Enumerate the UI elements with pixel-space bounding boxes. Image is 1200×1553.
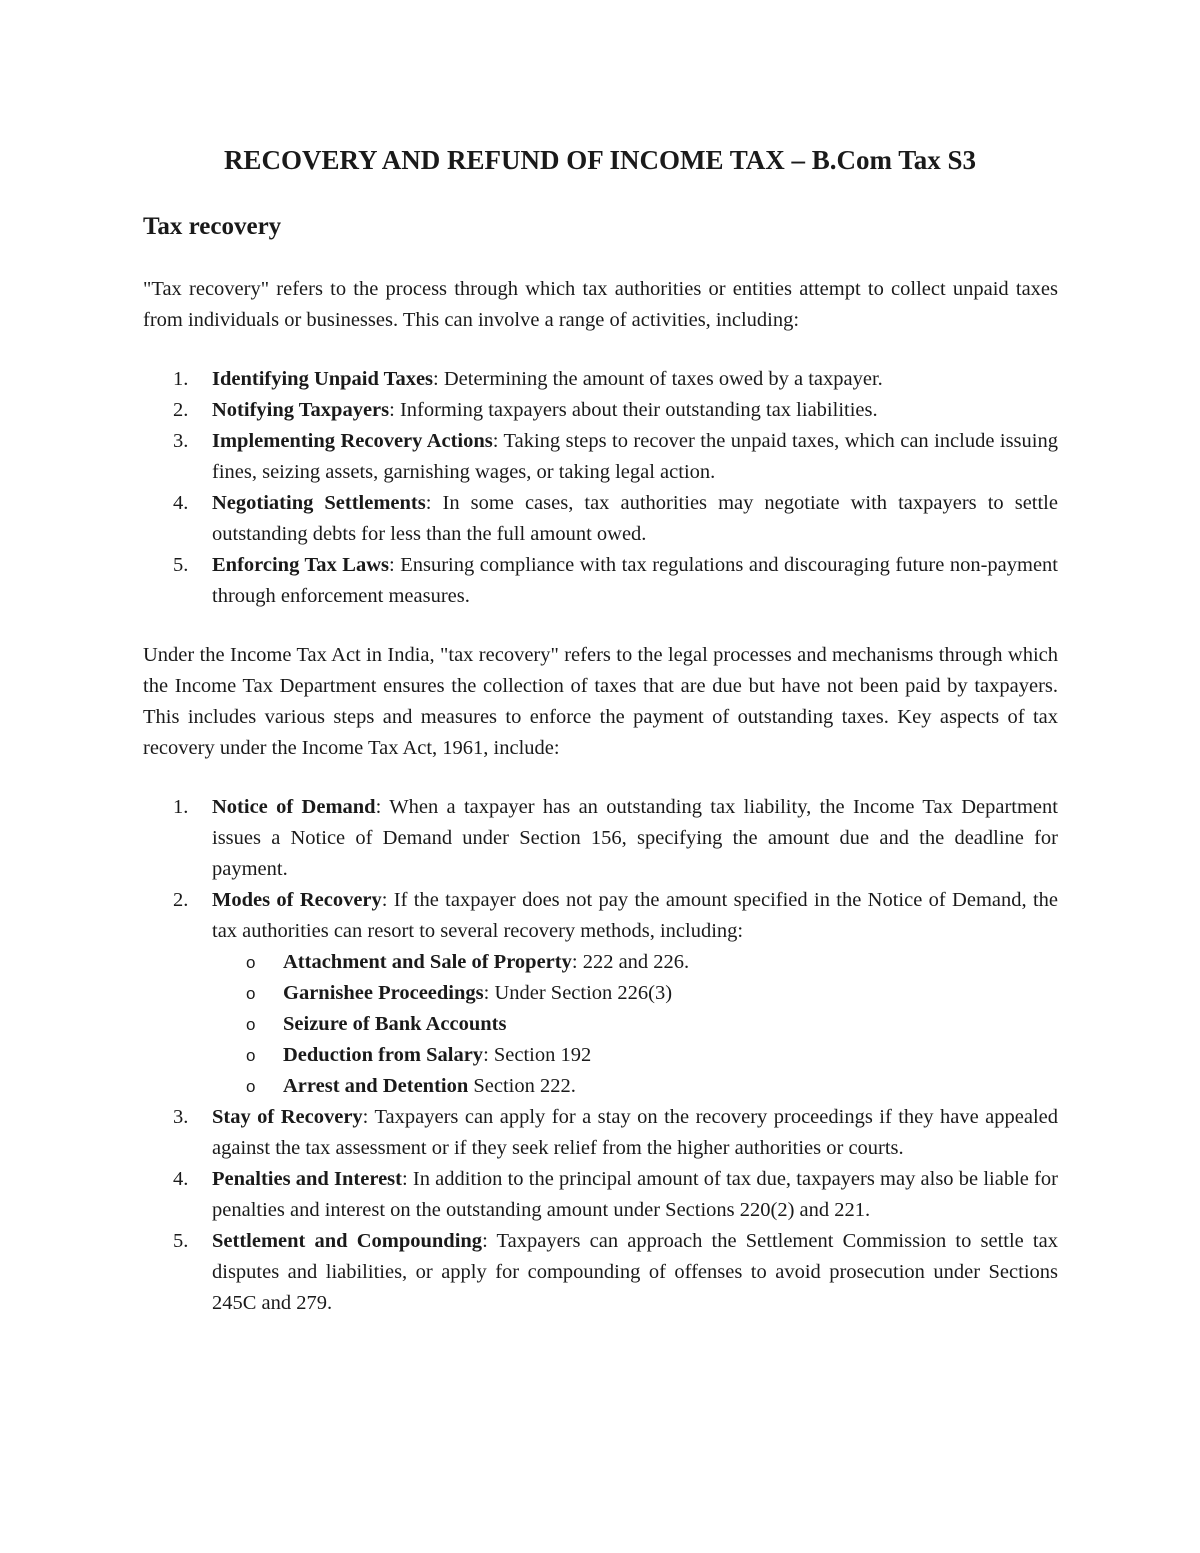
sublist-term: Attachment and Sale of Property <box>283 951 572 973</box>
bullet-icon: o <box>246 1077 256 1096</box>
bullet-icon: o <box>246 984 256 1003</box>
list-term: Enforcing Tax Laws <box>212 554 389 576</box>
recovery-methods-sublist <box>212 947 1058 1102</box>
list-text: : Taking steps to recover the unpaid taxes, which can include issuing fines, seizing assets, garnishing wages, or taking legal action. <box>212 430 1058 483</box>
list-number: 2. <box>173 889 189 911</box>
list-item <box>143 426 1058 488</box>
tax-recovery-activities-list <box>143 364 1058 612</box>
list-number: 2. <box>173 399 189 421</box>
list-item <box>143 885 1058 1102</box>
section-heading: Tax recovery <box>143 213 282 240</box>
list-term: Notice of Demand <box>212 796 376 818</box>
list-term: Stay of Recovery <box>212 1106 363 1128</box>
list-term: Modes of Recovery <box>212 889 382 911</box>
income-tax-act-paragraph: Under the Income Tax Act in India, "tax recovery" refers to the legal processes and mechanisms through which the Income Tax Department ensures the collection of taxes that are due but have not been paid by taxpayers. This includes various steps and measures to enforce the payment of outstanding taxes. Key aspects of tax recovery under the Income Tax Act, 1961, include: <box>143 644 1058 759</box>
sublist-term: Seizure of Bank Accounts <box>283 1013 507 1035</box>
sublist-text: Section 222. <box>468 1075 576 1097</box>
list-number: 4. <box>173 1168 189 1190</box>
sublist-item <box>212 1071 1058 1102</box>
list-term: Settlement and Compounding <box>212 1230 483 1252</box>
list-text: : Ensuring compliance with tax regulations and discouraging future non-payment through enforcement measures. <box>212 554 1058 607</box>
sublist-item <box>212 1009 1058 1040</box>
list-text: : In addition to the principal amount of tax due, taxpayers may also be liable for penalties and interest on the outstanding amount under Sections 220(2) and 221. <box>212 1168 1058 1221</box>
sublist-item <box>212 947 1058 978</box>
bullet-icon: o <box>246 1015 256 1034</box>
sublist-item <box>212 1040 1058 1071</box>
list-number: 1. <box>173 368 189 390</box>
list-text: : When a taxpayer has an outstanding tax liability, the Income Tax Department issues a Notice of Demand under Section 156, specifying the amount due and the deadline for payment. <box>212 796 1058 880</box>
list-item <box>143 488 1058 550</box>
list-text: : Taxpayers can apply for a stay on the recovery proceedings if they have appealed against the tax assessment or if they seek relief from the higher authorities or courts. <box>212 1106 1058 1159</box>
list-item <box>143 1102 1058 1164</box>
list-number: 5. <box>173 554 189 576</box>
list-term: Penalties and Interest <box>212 1168 402 1190</box>
sublist-term: Arrest and Detention <box>283 1075 469 1097</box>
list-item <box>143 792 1058 885</box>
list-item <box>143 550 1058 612</box>
key-aspects-list <box>143 792 1058 1319</box>
list-item <box>143 1226 1058 1319</box>
sublist-term: Garnishee Proceedings <box>283 982 484 1004</box>
sublist-text: : 222 and 226. <box>571 951 690 973</box>
list-item <box>143 364 1058 395</box>
sublist-term: Deduction from Salary <box>283 1044 484 1066</box>
document-title: RECOVERY AND REFUND OF INCOME TAX – B.Com Tax S3 <box>223 145 977 175</box>
list-term: Identifying Unpaid Taxes <box>212 368 434 390</box>
list-text: : Taxpayers can approach the Settlement Commission to settle tax disputes and liabilities, or apply for compounding of offenses to avoid prosecution under Sections 245C and 279. <box>212 1230 1058 1314</box>
list-text: : In some cases, tax authorities may negotiate with taxpayers to settle outstanding debts for less than the full amount owed. <box>212 492 1058 545</box>
list-number: 3. <box>173 1106 189 1128</box>
sublist-text: : Section 192 <box>483 1044 592 1066</box>
list-text: : Determining the amount of taxes owed by a taxpayer. <box>433 368 883 390</box>
list-number: 3. <box>173 430 189 452</box>
list-item <box>143 395 1058 426</box>
list-term: Implementing Recovery Actions <box>212 430 493 452</box>
list-number: 4. <box>173 492 189 514</box>
list-term: Negotiating Settlements <box>212 492 426 514</box>
list-term: Notifying Taxpayers <box>212 399 390 421</box>
sublist-item <box>212 978 1058 1009</box>
bullet-icon: o <box>246 953 256 972</box>
list-number: 5. <box>173 1230 189 1252</box>
list-item <box>143 1164 1058 1226</box>
bullet-icon: o <box>246 1046 256 1065</box>
intro-paragraph: "Tax recovery" refers to the process through which tax authorities or entities attempt to collect unpaid taxes from individuals or businesses. This can involve a range of activities, including: <box>143 278 1058 331</box>
list-number: 1. <box>173 796 189 818</box>
list-text: : Informing taxpayers about their outstanding tax liabilities. <box>389 399 878 421</box>
list-text: : If the taxpayer does not pay the amount specified in the Notice of Demand, the tax authorities can resort to several recovery methods, including: <box>212 889 1059 942</box>
sublist-text: : Under Section 226(3) <box>483 982 673 1004</box>
